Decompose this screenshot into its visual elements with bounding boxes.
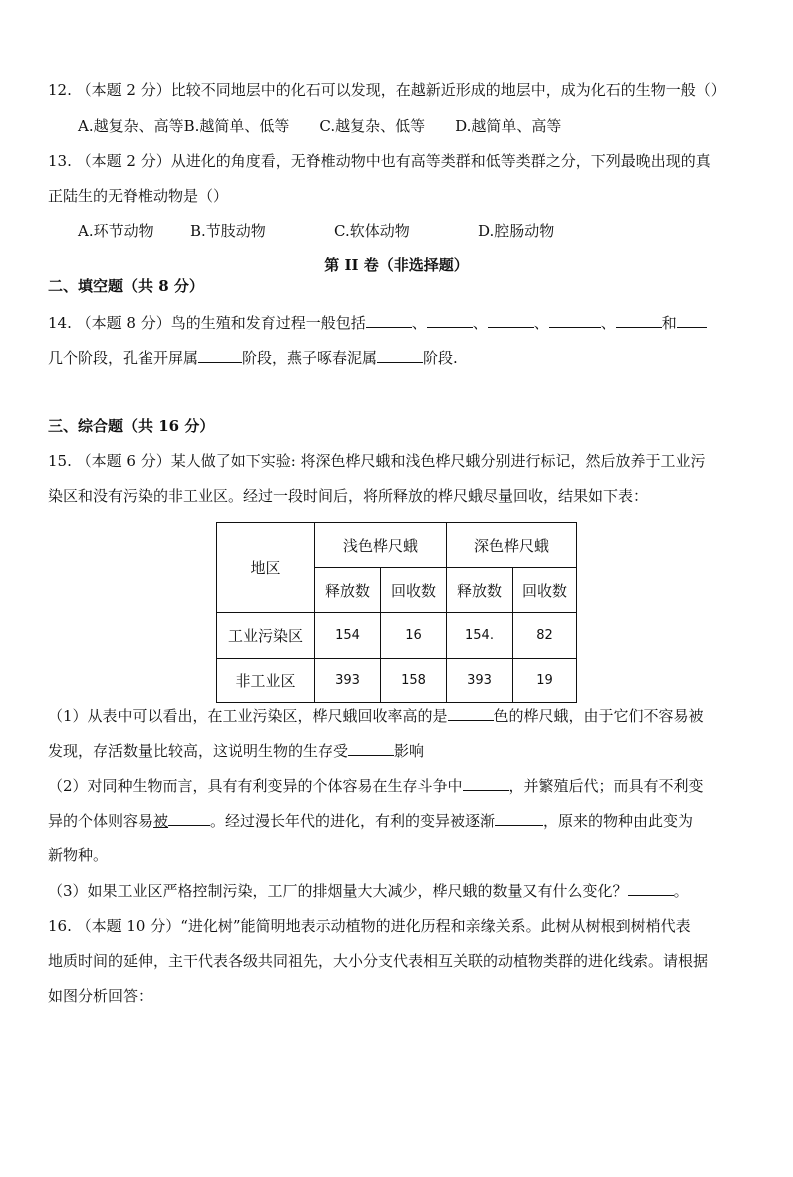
header-released: 释放数 [447, 568, 513, 613]
q15-sub1-line2 [48, 740, 424, 761]
header-recovered: 回收数 [381, 568, 447, 613]
q15-text: 。 [673, 882, 689, 900]
answer-blank[interactable] [377, 347, 423, 363]
question-16-line1: 16. （本题 10 分）“进化树”能简明地表示动植物的进化历程和亲缘关系。此树从树根到树梢代表 [48, 917, 691, 935]
table-row [217, 613, 577, 659]
cell-region: 工业污染区 [217, 613, 315, 659]
q15-text-underlined: 被 [153, 812, 169, 830]
question-15-line1: 15. （本题 6 分）某人做了如下实验: 将深色桦尺蛾和浅色桦尺蛾分别进行标记，然后放养于工业污 [48, 452, 706, 470]
answer-blank[interactable] [616, 312, 662, 328]
q14-text: 几个阶段，孔雀开屏属 [48, 349, 199, 367]
answer-blank[interactable] [198, 347, 242, 363]
answer-blank[interactable] [366, 312, 412, 328]
q15-text: 影响 [394, 742, 425, 760]
q14-separator: 、 [411, 314, 427, 332]
moth-recovery-table [216, 522, 577, 703]
answer-blank[interactable] [628, 880, 674, 896]
part-2-title: 第 II 卷（非选择题） [324, 256, 469, 274]
q14-separator: 、 [533, 314, 549, 332]
section-2-heading: 二、填空题（共 8 分） [48, 277, 204, 295]
question-12-stem: 12. （本题 2 分）比较不同地层中的化石可以发现，在越新近形成的地层中，成为化石的生物一般（） [48, 81, 726, 99]
q15-sub1-line1 [48, 705, 704, 726]
question-12-options [78, 116, 561, 136]
cell-region: 非工业区 [217, 659, 315, 703]
q15-sub2-line2 [48, 810, 693, 831]
cell-light-released: 154 [315, 613, 381, 659]
q12-option-c: C.越复杂、低等 [319, 117, 426, 135]
table-row [217, 659, 577, 703]
q14-separator: 、 [600, 314, 616, 332]
q12-option-a: A.越复杂、高等 [78, 117, 184, 135]
q12-option-d: D.越简单、高等 [455, 117, 562, 135]
q14-text: 阶段. [423, 349, 458, 367]
q15-text: ，原来的物种由此变为 [543, 812, 694, 830]
q15-text: ，并繁殖后代；而具有不利变 [508, 777, 704, 795]
answer-blank[interactable] [488, 312, 534, 328]
q13-option-c: C.软体动物 [334, 222, 410, 240]
q13-option-b: B.节肢动物 [190, 222, 266, 240]
q14-separator: 、 [472, 314, 488, 332]
q15-text: 发现，存活数量比较高，这说明生物的生存受 [48, 742, 349, 760]
question-15-line2: 染区和没有污染的非工业区。经过一段时间后，将所释放的桦尺蛾尽量回收，结果如下表： [48, 487, 649, 505]
answer-blank[interactable] [168, 810, 210, 826]
cell-light-released: 393 [315, 659, 381, 703]
q15-text: （1）从表中可以看出，在工业污染区，桦尺蛾回收率高的是 [48, 707, 448, 725]
question-13-stem-line2: 正陆生的无脊椎动物是（） [48, 187, 229, 205]
header-region: 地区 [217, 523, 315, 613]
answer-blank[interactable] [549, 312, 601, 328]
q15-text: （2）对同种生物而言，具有有利变异的个体容易在生存斗争中 [48, 777, 463, 795]
q14-and: 和 [661, 314, 677, 332]
question-14-line1 [48, 312, 707, 333]
header-light-moth: 浅色桦尺蛾 [315, 523, 447, 568]
header-dark-moth: 深色桦尺蛾 [447, 523, 577, 568]
cell-dark-recovered: 19 [513, 659, 577, 703]
q14-text: 阶段，燕子啄春泥属 [242, 349, 378, 367]
question-16-line3: 如图分析回答： [48, 987, 154, 1005]
header-recovered: 回收数 [513, 568, 577, 613]
answer-blank[interactable] [427, 312, 473, 328]
cell-light-recovered: 16 [381, 613, 447, 659]
q13-option-d: D.腔肠动物 [478, 222, 555, 240]
question-13-stem-line1: 13. （本题 2 分）从进化的角度看，无脊椎动物中也有高等类群和低等类群之分，下列最晚出现的真 [48, 152, 711, 170]
cell-dark-released: 154. [447, 613, 513, 659]
q13-option-a: A.环节动物 [78, 222, 154, 240]
question-13-options [78, 221, 554, 241]
q15-sub3 [48, 880, 689, 901]
answer-blank[interactable] [348, 740, 394, 756]
q15-sub2-line1 [48, 775, 704, 796]
answer-blank[interactable] [677, 312, 707, 328]
q15-text: 色的桦尺蛾，由于它们不容易被 [493, 707, 704, 725]
answer-blank[interactable] [495, 810, 543, 826]
q12-option-b: B.越简单、低等 [183, 117, 290, 135]
q15-text: 。经过漫长年代的进化，有利的变异被逐渐 [210, 812, 496, 830]
q15-text: 异的个体则容易 [48, 812, 154, 830]
q15-sub2-line3: 新物种。 [48, 846, 109, 864]
q14-prefix: 14. （本题 8 分）鸟的生殖和发育过程一般包括 [48, 314, 366, 332]
cell-light-recovered: 158 [381, 659, 447, 703]
q15-text: （3）如果工业区严格控制污染，工厂的排烟量大大减少，桦尺蛾的数量又有什么变化？ [48, 882, 628, 900]
cell-dark-released: 393 [447, 659, 513, 703]
answer-blank[interactable] [463, 775, 509, 791]
question-16-line2: 地质时间的延伸，主干代表各级共同祖先，大小分支代表相互关联的动植物类群的进化线索。请根据 [48, 952, 709, 970]
section-3-heading: 三、综合题（共 16 分） [48, 417, 215, 435]
question-14-line2 [48, 347, 458, 368]
header-released: 释放数 [315, 568, 381, 613]
cell-dark-recovered: 82 [513, 613, 577, 659]
answer-blank[interactable] [448, 705, 494, 721]
